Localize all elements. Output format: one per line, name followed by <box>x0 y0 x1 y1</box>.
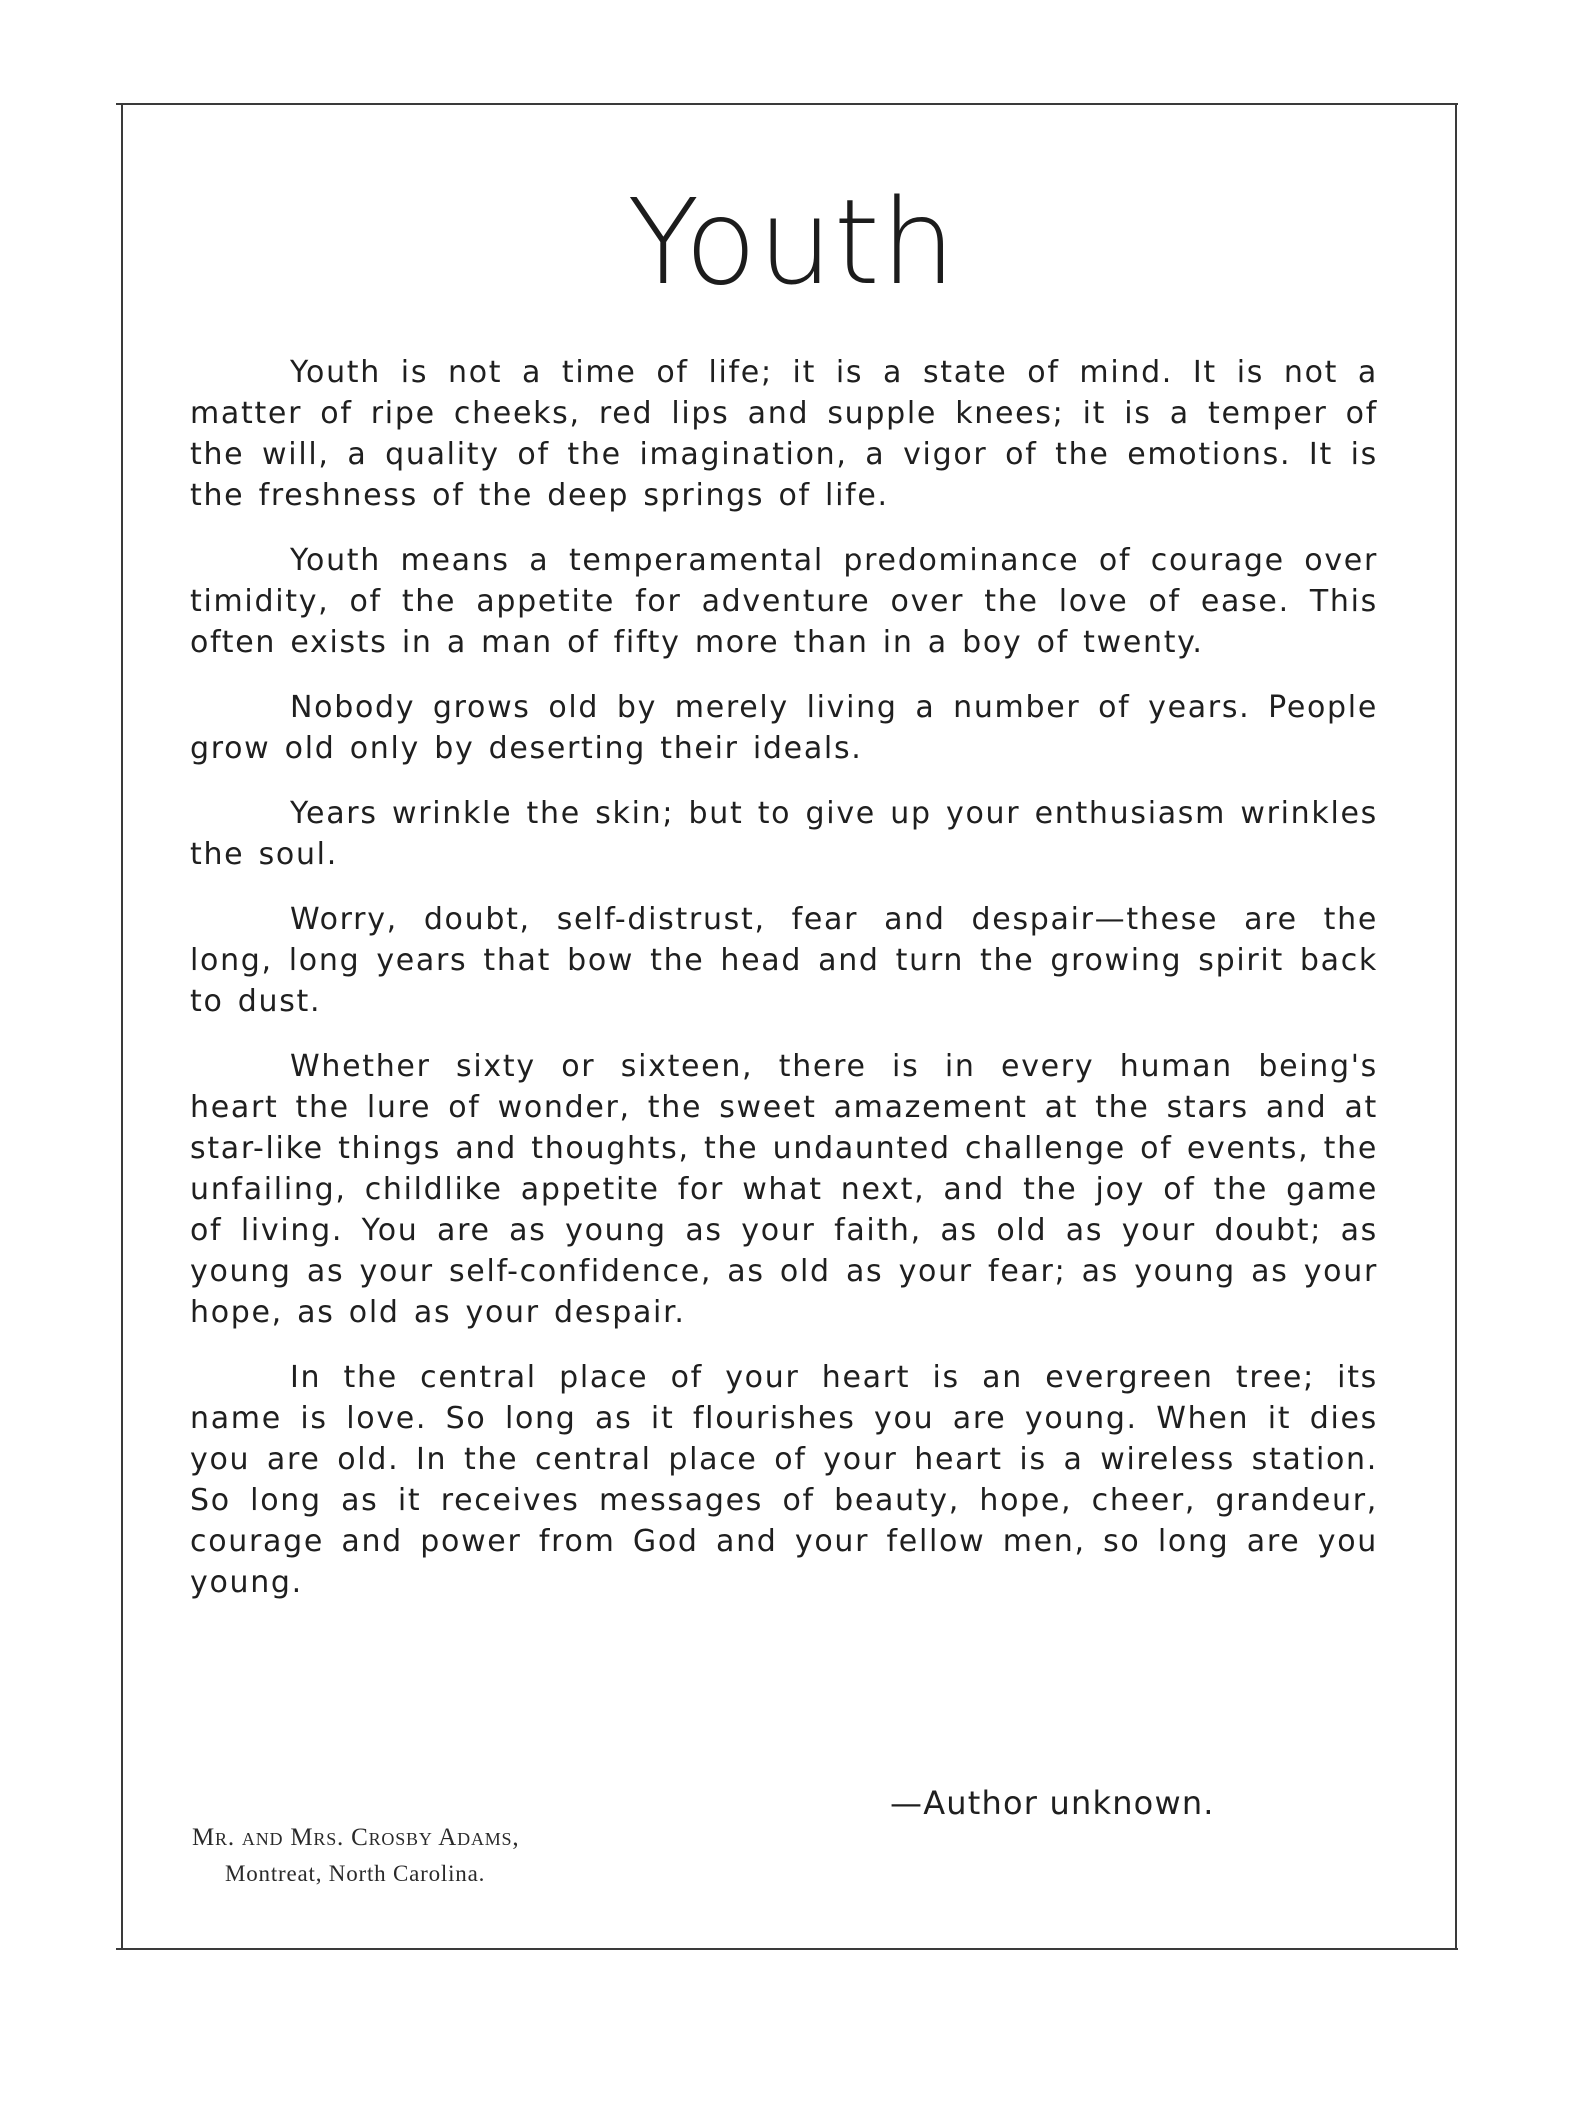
paragraph-7: In the central place of your heart is an evergreen tree; its name is love. So long as it flourishes you are young. When it dies you are old. In the central place of your heart is a wireless station. So long as it receives messages of beauty, hope, cheer, grandeur, courage and power from God and your fellow men, so long are you young. <box>190 1360 1378 1600</box>
body-text <box>190 352 1378 1603</box>
bottom-rule <box>116 1948 1458 1950</box>
paragraph-1: Youth is not a time of life; it is a state of mind. It is not a matter of ripe cheeks, red lips and supple knees; it is a temper of the will, a quality of the imagination, a vigor of the emotions. It is the freshness of the deep springs of life. <box>190 355 1378 513</box>
paragraph-3: Nobody grows old by merely living a number of years. People grow old only by deserting their ideals. <box>190 690 1378 766</box>
sender-name: Mr. and Mrs. Crosby Adams, <box>192 1824 520 1851</box>
paragraph-6: Whether sixty or sixteen, there is in every human being's heart the lure of wonder, the sweet amazement at the stars and at star-like things and thoughts, the undaunted challenge of events, the unfailing, childlike appetite for what next, and the joy of the game of living. You are as young as your faith, as old as your doubt; as young as your self-confidence, as old as your fear; as young as your hope, as old as your despair. <box>190 1049 1378 1330</box>
paragraph-2: Youth means a temperamental predominance of courage over timidity, of the appetite for adventure over the love of ease. This often exists in a man of fifty more than in a boy of twenty. <box>190 543 1378 660</box>
attribution: —Author unknown. <box>890 1784 1215 1822</box>
sender-place: Montreat, North Carolina. <box>225 1861 486 1886</box>
page-title: Youth <box>627 173 957 311</box>
paragraph-4: Years wrinkle the skin; but to give up your enthusiasm wrinkles the soul. <box>190 796 1378 872</box>
paragraph-5: Worry, doubt, self-distrust, fear and despair—these are the long, long years that bow the head and turn the growing spirit back to dust. <box>190 902 1378 1019</box>
sender-block <box>192 1820 812 1892</box>
